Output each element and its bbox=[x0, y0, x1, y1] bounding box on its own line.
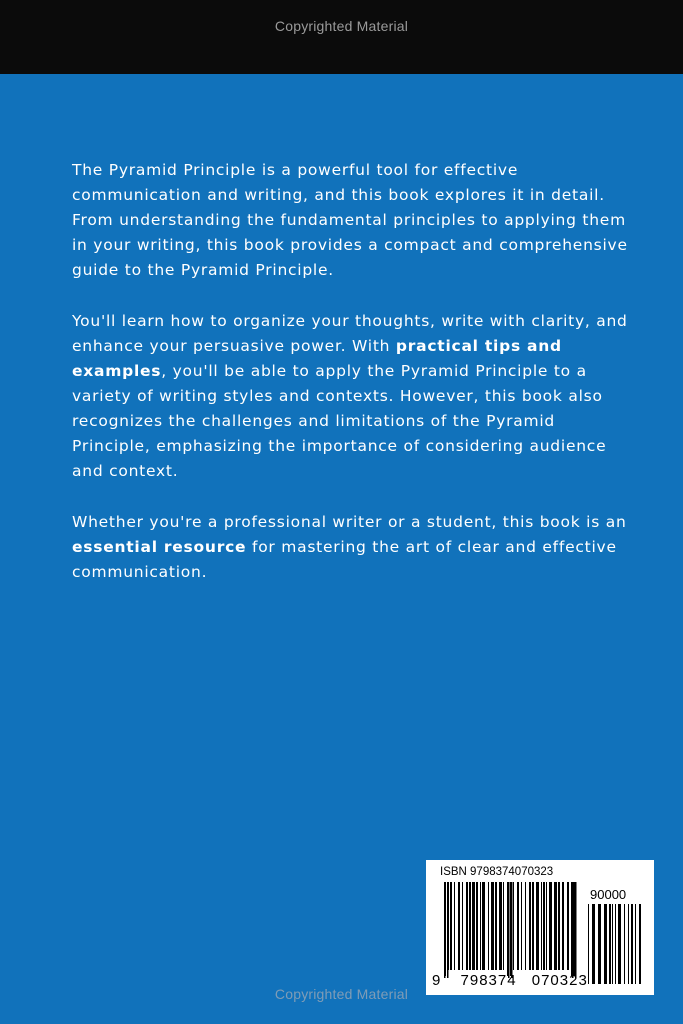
paragraph-2-run-2: practical tips and examples bbox=[72, 337, 562, 380]
barcode-bar bbox=[558, 882, 560, 970]
barcode-bar bbox=[511, 882, 513, 978]
watermark-bottom: Copyrighted Material bbox=[274, 986, 409, 1002]
barcode-bar bbox=[480, 882, 481, 970]
barcode-bar bbox=[491, 882, 494, 970]
barcode-bar bbox=[615, 904, 616, 984]
barcode-bar bbox=[536, 882, 539, 970]
barcode-bar bbox=[513, 882, 514, 970]
isbn-barcode bbox=[426, 860, 654, 995]
barcode-bar bbox=[624, 904, 625, 984]
barcode-bar bbox=[466, 882, 468, 970]
barcode-bar bbox=[458, 882, 460, 970]
barcode-bar bbox=[567, 882, 569, 970]
paragraph-2-run-3: , you'll be able to apply the Pyramid Principle to a variety of writing styles and contexts. However, this book also recognizes the challenges and limitations of the Pyramid Principle, emphasizing the importance of considering audience and context. bbox=[72, 362, 607, 480]
barcode-bar bbox=[499, 882, 502, 970]
paragraph-3-run-1: Whether you're a professional writer or a student, this book is an bbox=[72, 513, 627, 531]
barcode-bar bbox=[532, 882, 534, 970]
barcode-bar bbox=[447, 882, 449, 978]
barcode-bar bbox=[454, 882, 455, 970]
watermark-top: Copyrighted Material bbox=[274, 18, 409, 34]
barcode-bar bbox=[618, 904, 621, 984]
barcode-bar bbox=[462, 882, 463, 970]
barcode-bar bbox=[635, 904, 636, 984]
barcode-bar bbox=[588, 904, 589, 984]
barcode-first-digit: 9 bbox=[432, 972, 442, 989]
barcode-bar bbox=[571, 882, 572, 976]
barcode-bar bbox=[503, 882, 504, 970]
paragraph-1-run-1: The Pyramid Principle is a powerful tool for effective communication and writing, and this book explores it in detail. From understanding the fundamental principles to applying them in your writing, this book provides a compact and comprehensive guide to the Pyramid Principle. bbox=[72, 161, 628, 279]
barcode-bar bbox=[572, 882, 574, 978]
barcode-bar bbox=[639, 904, 641, 984]
barcode-bar bbox=[482, 882, 485, 970]
paragraph-3-run-2: essential resource bbox=[72, 538, 247, 556]
barcode-bar bbox=[525, 882, 526, 970]
barcode-bar bbox=[549, 882, 552, 970]
barcode-bar bbox=[469, 882, 471, 970]
barcode-bar bbox=[450, 882, 452, 970]
barcode-bar bbox=[604, 904, 607, 984]
barcode-bar bbox=[562, 882, 564, 970]
isbn-label: ISBN 9798374070323 bbox=[440, 866, 554, 878]
back-cover-description bbox=[72, 158, 632, 611]
paragraph-2-run-1: You'll learn how to organize your thoughts, write with clarity, and enhance your persuasive power. With bbox=[72, 312, 628, 355]
barcode-bar bbox=[476, 882, 478, 970]
barcode-bar bbox=[609, 904, 611, 984]
barcode-bar bbox=[444, 882, 446, 978]
barcode-bar bbox=[488, 882, 489, 970]
barcode-bar bbox=[543, 882, 545, 970]
top-black-band bbox=[0, 0, 683, 74]
barcode-bar bbox=[541, 882, 542, 970]
price-addon-number: 90000 bbox=[590, 887, 627, 902]
barcode-bar bbox=[612, 904, 613, 984]
barcode-bar bbox=[508, 882, 510, 978]
barcode-bar bbox=[529, 882, 531, 970]
barcode-bar bbox=[554, 882, 557, 970]
barcode-bar bbox=[631, 904, 633, 984]
barcode-bar bbox=[517, 882, 519, 970]
paragraph-2 bbox=[72, 309, 632, 484]
barcode-bar bbox=[628, 904, 629, 984]
barcode-bar bbox=[495, 882, 497, 970]
barcode-bar bbox=[592, 904, 595, 984]
barcode-bar bbox=[598, 904, 601, 984]
barcode-bar bbox=[472, 882, 475, 970]
barcode-bar bbox=[575, 882, 577, 978]
barcode-right-digits: 070323 bbox=[531, 972, 588, 989]
barcode-bar bbox=[546, 882, 547, 970]
barcode-left-digits: 798374 bbox=[460, 972, 517, 989]
paragraph-3-run-3: for mastering the art of clear and effective communication. bbox=[72, 538, 617, 581]
barcode-bar bbox=[521, 882, 522, 970]
paragraph-1 bbox=[72, 158, 632, 283]
paragraph-3 bbox=[72, 510, 632, 585]
